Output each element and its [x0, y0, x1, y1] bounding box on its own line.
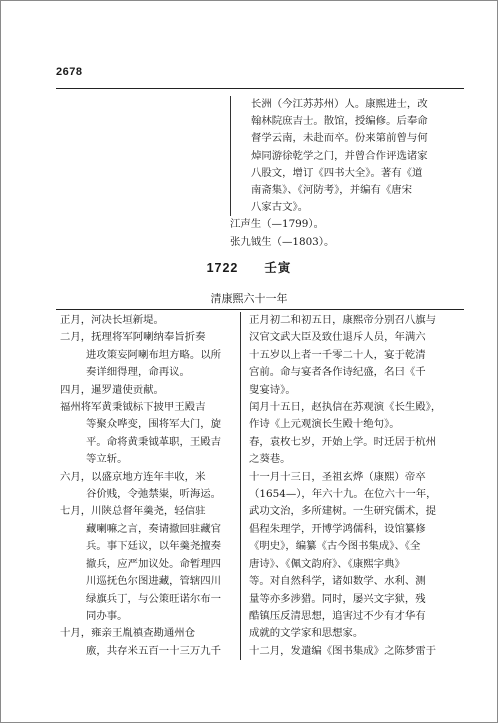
entry-line: 绿旗兵丁，与公策旺诺尔布一 — [86, 592, 222, 605]
entry-line: 同办事。 — [86, 609, 128, 622]
entry-line: 撤兵，应严加议处。命暂理四 — [86, 557, 222, 570]
entry-line: 川巡抚色尔图进藏，管辖四川 — [86, 575, 222, 588]
entry-line: 进攻策妄阿喇布坦方略。以所 — [86, 348, 222, 361]
continuation-line: 焯同游徐乾学之门，并曾合作评选诸家 — [251, 149, 428, 162]
entry-line: 作诗《上元观演长生殿十绝句》。 — [249, 418, 400, 431]
event-entry — [249, 312, 468, 399]
entry-line: 唐诗》、《佩文韵府》、《康熙字典》 — [249, 557, 405, 570]
header-rule — [56, 88, 464, 89]
event-entry — [249, 434, 468, 469]
event-entry — [60, 503, 230, 625]
entry-line: 平。命将黄秉钺革职，王殿吉 — [86, 435, 222, 448]
entry-line: 十五岁以上者一千零二十人，宴于乾清 — [249, 348, 426, 361]
page-number: 2678 — [56, 66, 83, 78]
entry-line: 汉官文武大臣及致仕退斥人员，年满六 — [249, 331, 426, 344]
entry-line: 量等亦多涉猎。同时，屡兴文字狱，残 — [249, 592, 426, 605]
event-entry — [60, 399, 230, 469]
entry-line: 七月，川陕总督年羹尧，轻信驻 — [60, 505, 206, 518]
event-entry — [249, 469, 468, 643]
reign-heading: 清康熙六十一年 — [210, 292, 288, 305]
year-ganzhi: 壬寅 — [264, 260, 292, 275]
entry-line: 十月，雍亲王胤禛查勘通州仓 — [60, 627, 196, 640]
entry-line: 兵。事下廷议，以年羹尧擅奏 — [86, 540, 222, 553]
entry-line: 叟宴诗》。 — [249, 383, 296, 396]
entry-line: 廒，共存米五百一十三万九千 — [86, 644, 222, 657]
year-heading — [0, 258, 498, 276]
event-entry — [60, 469, 230, 504]
continuation-line: 八股文，增订《四书大全》。著有《道 — [251, 166, 423, 179]
entry-line: 奏详细得理，命再议。 — [86, 366, 190, 379]
entry-line: 六月，以盛京地方连年丰收，米 — [60, 470, 206, 483]
cultural-events-column — [240, 312, 468, 660]
entry-line: （1654—），年六十九。在位六十一年， — [249, 488, 437, 501]
continuation-line: 长洲（今江苏苏州）人。康熙进士，改 — [251, 98, 428, 110]
entry-line: 二月，抚理将军阿喇纳奉旨折奏 — [60, 331, 206, 344]
year-number: 1722 — [206, 261, 239, 275]
entry-line: 春，袁枚七岁，开始上学。时迁居于杭州 — [249, 435, 437, 448]
entry-line: 闰月十五日，赵执信在苏观演《长生殿》， — [249, 401, 442, 414]
continuation-line: 八家古文》。 — [251, 201, 309, 214]
birth-note: 江声生（—1799）。 — [230, 218, 324, 231]
continuation-line: 督学云南，未赴而卒。份来第前曾与何 — [251, 132, 428, 145]
event-entry — [249, 643, 468, 660]
previous-year-continuation — [230, 96, 466, 251]
entry-line: 正月初二和初五日，康熙帝分别召八旗与 — [249, 314, 437, 326]
birth-note: 张九钺生（—1803）。 — [230, 235, 335, 248]
continuation-line: 南斋集》、《河防考》，并编有《唐宋 — [251, 184, 413, 197]
event-entry — [249, 399, 468, 434]
birth-notes — [230, 216, 466, 250]
event-entry — [60, 382, 230, 399]
entry-line: 四月，暹罗遣使贡献。 — [60, 383, 164, 396]
event-entry — [60, 312, 230, 329]
event-entry — [60, 625, 230, 660]
reign-rule — [56, 309, 464, 310]
entry-line: 《明史》，编纂《古今图书集成》、《全 — [249, 540, 421, 553]
entry-line: 谷价贱，令弛禁粜，听海运。 — [86, 488, 222, 501]
entry-line: 十一月十三日，圣祖玄烨（康熙）帝卒 — [249, 470, 426, 483]
entry-line: 等聚众哗变，围将军大门，旋 — [86, 418, 222, 431]
event-entry — [60, 329, 230, 381]
political-events-column — [60, 312, 230, 660]
entry-line: 酷镇压反清思想，追害过不少有才华有 — [249, 609, 426, 622]
entry-line: 藏喇嘛之言，奏请撤回驻藏官 — [86, 522, 222, 535]
entry-line: 十二月，发遣编《图书集成》之陈梦雷于 — [249, 644, 437, 657]
entry-line: 等。对自然科学，诸如数学、水利、测 — [249, 575, 426, 588]
continuation-line: 翰林院庶吉士。散馆，授编修。后奉命 — [251, 115, 428, 128]
continuation-text — [230, 96, 466, 216]
entry-line: 倡程朱理学，开博学鸿儒科，设馆纂修 — [249, 522, 426, 535]
entry-line: 宫前。命与宴者各作诗纪盛，名曰《千 — [249, 366, 426, 379]
entry-line: 等立斩。 — [86, 453, 128, 466]
entry-line: 福州将军黄秉钺标下披甲王殿吉 — [60, 401, 206, 414]
entry-line: 武功文治，多所建树。一生研究儒术，提 — [249, 505, 437, 518]
entry-line: 之葵巷。 — [249, 453, 291, 466]
entry-line: 成就的文学家和思想家。 — [249, 627, 364, 640]
entry-line: 正月，河决长垣新堤。 — [60, 314, 164, 326]
